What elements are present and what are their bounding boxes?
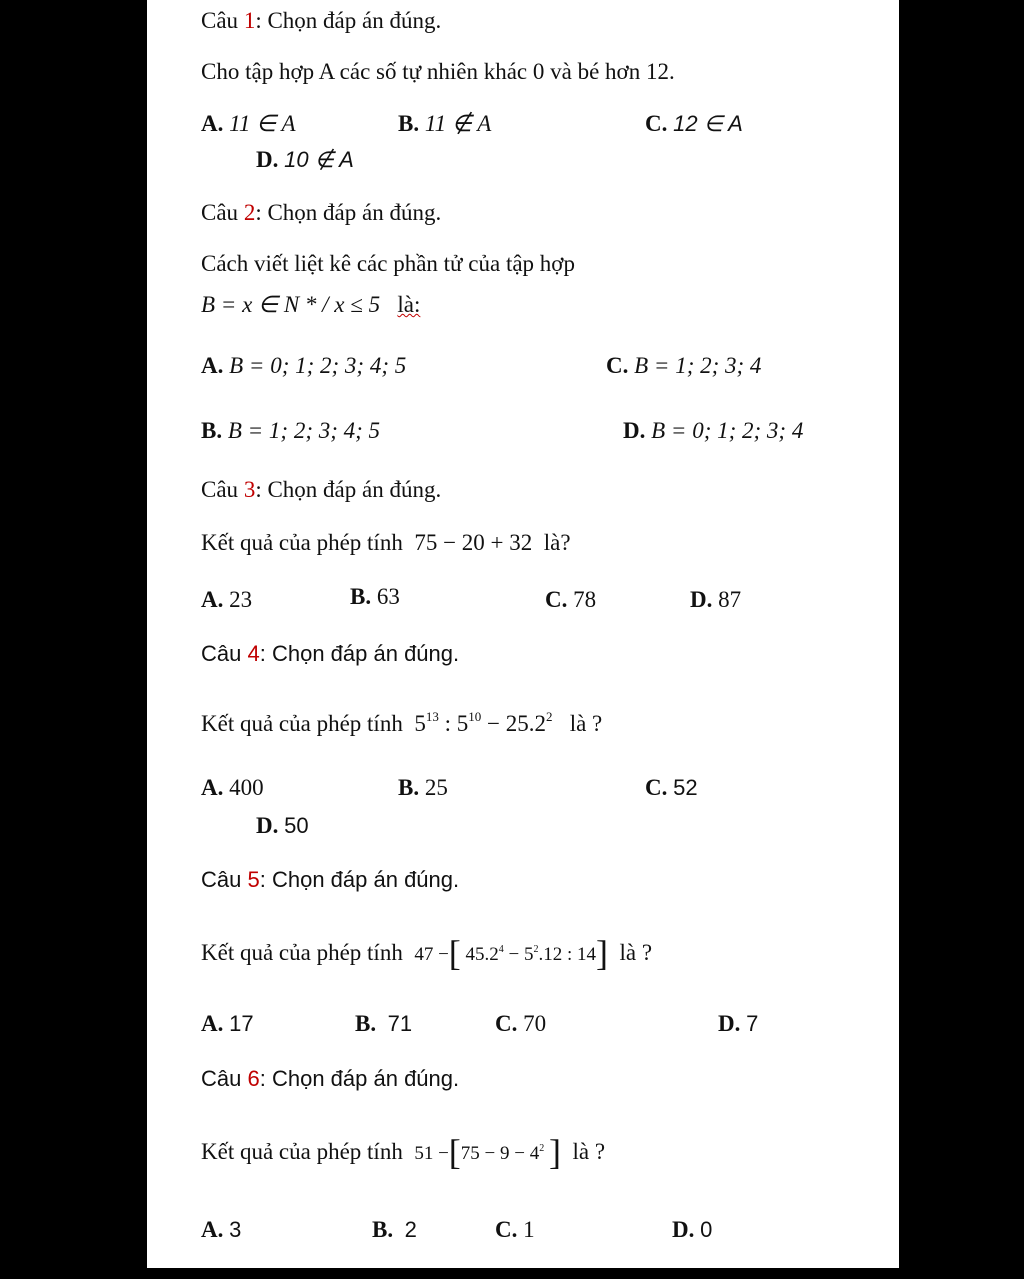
question-4-title: Câu 4: Chọn đáp án đúng. (201, 641, 460, 666)
question-5-option-a[interactable]: A. 17 (201, 1011, 254, 1036)
question-6-option-a[interactable]: A. 3 (201, 1217, 242, 1242)
question-2-title: Câu 2: Chọn đáp án đúng. (201, 200, 442, 225)
question-2-stem: Cách viết liệt kê các phần tử của tập hợp (201, 251, 575, 276)
question-4-option-d[interactable]: D. 50 (256, 813, 309, 838)
question-3-option-a[interactable]: A. 23 (201, 587, 253, 612)
question-3-option-d[interactable]: D. 87 (690, 587, 742, 612)
question-6-option-c[interactable]: C. 1 (495, 1217, 535, 1242)
question-6-expression: $51 -[75 - 9 - 4^2$ ] (414, 1132, 561, 1172)
question-4-stem: Kết quả của phép tính $5^{13}$ : $5^{10} - 25.2^2$ là ? (201, 709, 603, 736)
question-1-option-d[interactable]: D. 10 ∉ A (256, 147, 354, 172)
question-3-stem: Kết quả của phép tính 75 − 20 + 32 là? (201, 530, 571, 555)
question-2-option-c[interactable]: C. B = 1; 2; 3; 4 (606, 353, 762, 378)
question-3-option-c[interactable]: C. 78 (545, 587, 597, 612)
question-4-option-b[interactable]: B. 25 (398, 775, 448, 800)
question-2-option-d[interactable]: D. B = 0; 1; 2; 3; 4 (623, 418, 804, 443)
question-6-option-b[interactable]: B. 2 (372, 1217, 417, 1242)
question-5-option-d[interactable]: D. 7 (718, 1011, 759, 1036)
question-5-expression: 47 −[ $45.2^4 - 5^2.12$ : 14] (414, 933, 609, 973)
question-5-title: Câu 5: Chọn đáp án đúng. (201, 867, 460, 892)
question-3-title: Câu 3: Chọn đáp án đúng. (201, 477, 442, 502)
question-5-option-c[interactable]: C. 70 (495, 1011, 547, 1036)
question-3-option-b[interactable]: B. 63 (350, 584, 400, 609)
question-1-stem: Cho tập hợp A các số tự nhiên khác 0 và bé hơn 12. (201, 59, 675, 84)
question-1-option-c[interactable]: C. 12 ∈ A (645, 111, 743, 136)
question-2-option-a[interactable]: A. B = 0; 1; 2; 3; 4; 5 (201, 353, 407, 378)
question-1-option-a[interactable]: A. 11 ∈ A (201, 111, 296, 136)
question-1-option-b[interactable]: B. 11 ∉ A (398, 111, 492, 136)
question-6-option-d[interactable]: D. 0 (672, 1217, 713, 1242)
question-6-stem: Kết quả của phép tính $51 -[75 - 9 - 4^2$ ] là ? (201, 1132, 606, 1172)
question-5-option-b[interactable]: B. 71 (355, 1011, 413, 1036)
question-2-option-b[interactable]: B. B = 1; 2; 3; 4; 5 (201, 418, 381, 443)
question-3-expression: 75 − 20 + 32 (414, 530, 533, 555)
question-1-title: Câu 1: Chọn đáp án đúng. (201, 8, 442, 33)
question-5-stem: Kết quả của phép tính 47 −[ $45.2^4 - 5^2.12$ : 14] là ? (201, 933, 653, 973)
question-4-option-c[interactable]: C. 52 (645, 775, 698, 800)
question-6-title: Câu 6: Chọn đáp án đúng. (201, 1066, 460, 1091)
question-4-option-a[interactable]: A. 400 (201, 775, 264, 800)
question-4-expression: $5^{13}$ : $5^{10} - 25.2^2$ (414, 709, 553, 736)
question-2-set-definition: B = x ∈ N * / x ≤ 5 là: (201, 292, 421, 317)
